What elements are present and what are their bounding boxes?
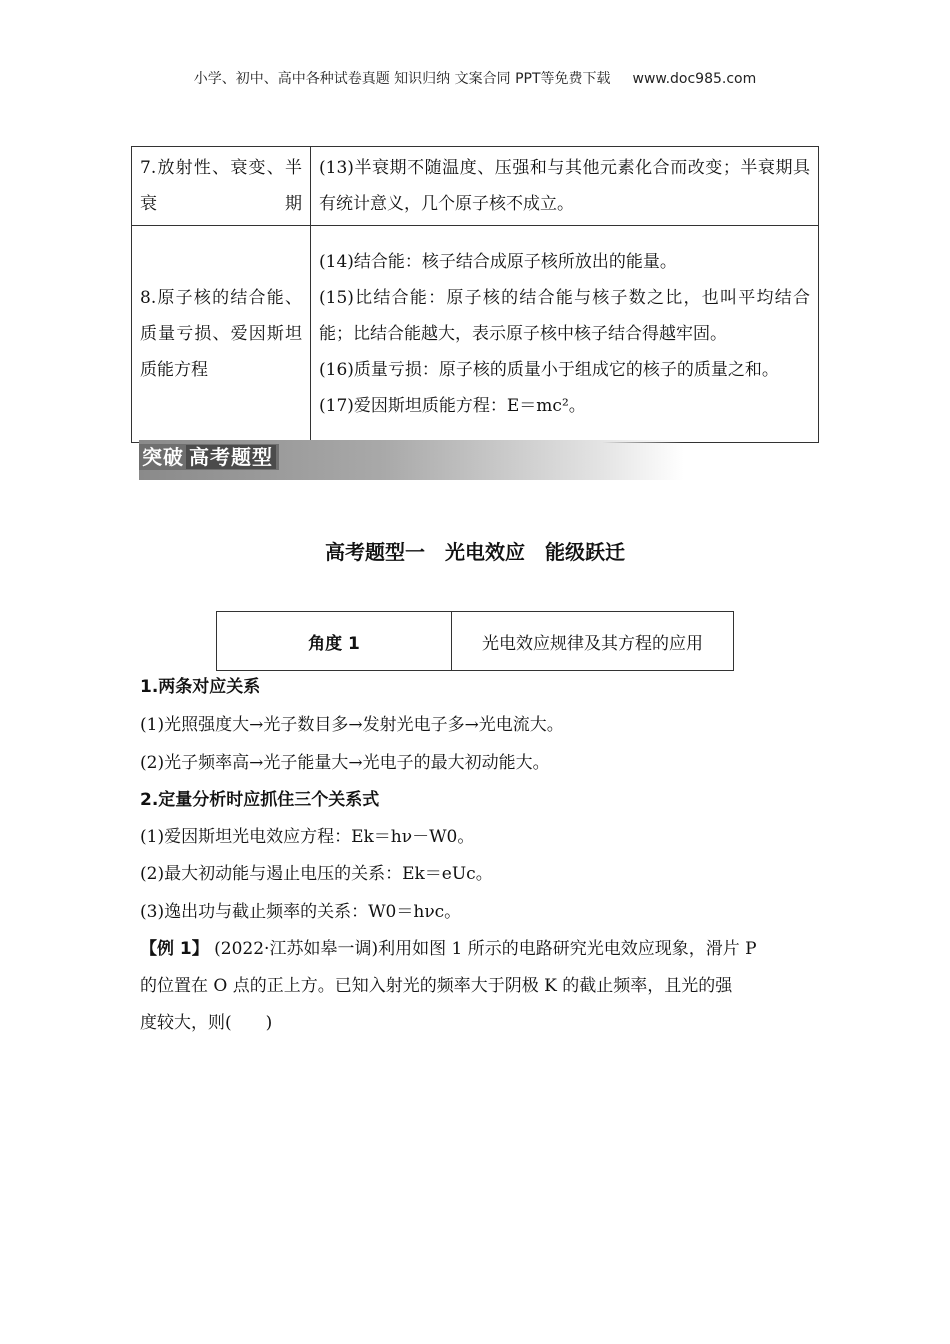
page-header xyxy=(0,68,950,88)
knowledge-table xyxy=(131,146,819,443)
desc-item: (17)爱因斯坦质能方程：E＝mc²。 xyxy=(319,396,586,416)
example-tag: 【例 1】 xyxy=(140,939,209,959)
heading-2: 2.定量分析时应抓住三个关系式 xyxy=(140,790,380,810)
example-line-2: 的位置在 O 点的正上方。已知入射光的频率大于阴极 K 的截止频率，且光的强 xyxy=(140,976,733,996)
topic-cell: 7.放射性、衰变、半衰期 xyxy=(132,147,311,226)
desc-cell xyxy=(311,147,819,226)
banner-label xyxy=(139,444,279,470)
formula-1: (1)爱因斯坦光电效应方程：Ek＝hν－W0。 xyxy=(140,827,475,847)
angle-label: 角度 1 xyxy=(217,612,452,671)
section-title: 高考题型一 光电效应 能级跃迁 xyxy=(325,540,625,564)
header-text: 小学、初中、高中各种试卷真题 知识归纳 文案合同 PPT等免费下载 xyxy=(193,71,611,87)
desc-item: (15)比结合能：原子核的结合能与核子数之比，也叫平均结合能；比结合能越大，表示原子核中核子结合得越牢固。 xyxy=(319,288,810,344)
example-line-1 xyxy=(140,934,757,959)
example-text-1: (2022·江苏如皋一调)利用如图 1 所示的电路研究光电效应现象，滑片 P xyxy=(208,939,757,959)
desc-item: (13)半衰期不随温度、压强和与其他元素化合而改变；半衰期具有统计意义，几个原子核不成立。 xyxy=(319,158,810,214)
desc-cell xyxy=(311,226,819,443)
heading-1: 1.两条对应关系 xyxy=(140,677,261,697)
relation-2: (2)光子频率高→光子能量大→光电子的最大初动能大。 xyxy=(140,753,550,773)
topic-cell: 8.原子核的结合能、质量亏损、爱因斯坦质能方程 xyxy=(132,226,311,443)
table-row xyxy=(132,147,819,226)
desc-item: (14)结合能：核子结合成原子核所放出的能量。 xyxy=(319,252,677,272)
table-row xyxy=(132,226,819,443)
desc-item: (16)质量亏损：原子核的质量小于组成它的核子的质量之和。 xyxy=(319,360,779,380)
section-banner xyxy=(139,440,684,480)
header-site[interactable]: www.doc985.com xyxy=(632,71,757,87)
formula-3: (3)逸出功与截止频率的关系：W0＝hνc。 xyxy=(140,902,462,922)
angle-title: 光电效应规律及其方程的应用 xyxy=(452,612,734,671)
banner-part2: 高考题型 xyxy=(186,445,276,469)
angle-table xyxy=(216,611,734,671)
example-line-3: 度较大，则( ) xyxy=(140,1013,273,1033)
banner-part1: 突破 xyxy=(142,445,184,469)
relation-1: (1)光照强度大→光子数目多→发射光电子多→光电流大。 xyxy=(140,715,564,735)
formula-2: (2)最大初动能与遏止电压的关系：Ek＝eUc。 xyxy=(140,864,493,884)
